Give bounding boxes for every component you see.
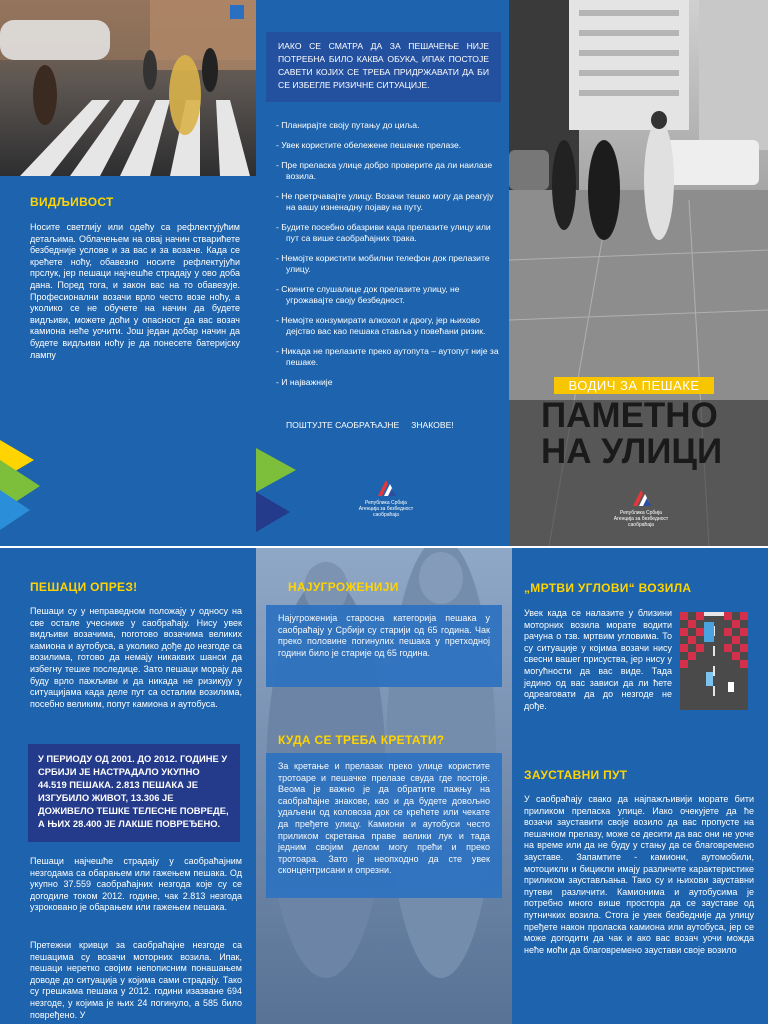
tip-item: - И најважније (276, 377, 333, 387)
most-endangered-box (266, 605, 502, 687)
tip-item: - Немојте конзумирати алкохол и дрогу, јер њихово дејство вас као пешака ставља у повећани ризик. (276, 315, 486, 336)
cover-title-line-2: НА УЛИЦИ (541, 432, 723, 471)
blind-spot-diagram (680, 612, 748, 710)
tip-item: - Увек користите обележене пешачке прелазе. (276, 140, 462, 150)
where-to-move-box (266, 753, 502, 898)
where-to-move-heading: КУДА СЕ ТРЕБА КРЕТАТИ? (278, 733, 445, 747)
cover-title-line-1: ПАМЕТНО (541, 396, 718, 435)
stopping-distance-heading: ЗАУСТАВНИ ПУТ (524, 768, 628, 782)
logo-line-1: Република Србија (365, 500, 407, 506)
tip-item: - Скините слушалице док прелазите улицу, не угрожавајте своју безбедност. (276, 284, 460, 305)
stopping-distance-text: У саобраћају свако да најпажљивији морате бити приликом преласка улице. Иако очекујете да ће возачи зауставити своје возило да вас пропусте на пешачком прелазу, може се десити да вас они не уоче на време или да не буду у стању да се благовремено зауставе. Запамтите - камиони, аутомобили, мотоцикли и бицикли имају различите карактеристике приликом заустављања. Тако су и њихови зауставни путеви различити. Камионима и аутобусима је потребно много више простора да се зауставе од путничких возила. Стога је увек безбедније да улицу пређете након проласка камиона или аутобуса, јер се може догодити да чак и ако вас возач уочи можда неће моћи да благовремено заустави своје возило (524, 794, 754, 955)
most-endangered-text: Најугроженија старосна категорија пешака у саобраћају у Србији су старији од 65 година. Чак преко половине погинулих пешака у претходној години било је старије од 65 година. (278, 613, 490, 658)
panel-blind-spots (512, 548, 768, 1024)
final-slogan: ПОШТУЈТЕ САОБРАЋАЈНЕ ЗНАКОВЕ! (286, 420, 454, 430)
agency-logo (601, 488, 681, 528)
tip-item: - Планирајте своју путању до циља. (276, 120, 420, 130)
caution-heading: ПЕШАЦИ ОПРЕЗ! (30, 580, 138, 594)
logo-line-2: Агенција за безбедност саобраћаја (358, 506, 414, 518)
panel-cover (509, 0, 768, 546)
logo-line-1: Република Србија (620, 510, 662, 516)
blind-spots-heading: „МРТВИ УГЛОВИ“ ВОЗИЛА (524, 581, 692, 595)
where-to-move-text: За кретање и прелазак преко улице користите тротоаре и пешачке прелазе свуда где постоје. Веома је важно је да обратите пажњу на саобраћајне знакове, као и да будете довољно удаљени од коловоза док се крећете или чекате да пређете улицу. Камиони и аутобуси често приликом скретања праве велики лук и тада једним својим делом могу прећи и преко тротоара. Зато је неопходно да сте увек сконцентрисани и опрезни. (278, 761, 490, 876)
logo-line-2: Агенција за безбедност саобраћаја (613, 516, 669, 528)
tip-item: - Никада не прелазите преко аутопута – аутопут није за пешаке. (276, 346, 499, 367)
agency-logo-icon (629, 488, 653, 508)
panel-visibility (0, 0, 256, 546)
agency-logo (346, 478, 426, 518)
panel-most-endangered (256, 548, 512, 1024)
street-crossing-photo (0, 0, 256, 176)
tips-list (276, 120, 501, 388)
statistics-box (28, 744, 240, 842)
most-endangered-heading: НАЈУГРОЖЕНИЈИ (288, 580, 399, 594)
panel-pedestrians-caution (0, 548, 256, 1024)
cover-title (541, 398, 722, 470)
caution-text: Пешаци су у неправедном положају у односу на све остале учеснике у саобраћају. Нису увек видљиви возачима, поготово возачима великих камиона и аутобуса, а уколико дође до незгоде са возилима, готово да немају никаквих шанси да избегну тешке последице. Зато пешаци морају да буду врло пажљиви и да никада не ризикују у ситуацијама када деле пут са осталим возилима, посебно великим, попут камиона и аутобуса. (30, 606, 242, 709)
side-triangles-decoration (256, 440, 302, 546)
panel-tips (256, 0, 509, 546)
agency-logo-icon (374, 478, 398, 498)
corner-triangles-decoration (0, 430, 60, 546)
culprits-text: Претежни кривци за саобраћајне незгоде са пешацима су возачи моторних возила. Ипак, пешаци неретко својим непописним понашањем доводе до ситуација у којима сами страдају. Тако су грешкама пешака у 2012. години изазване 694 незгоде, у којима је њих 24 погинуло, а 585 било повређено. У (30, 940, 242, 1020)
tip-item: - Пре преласка улице добро проверите да ли наилазе возила. (276, 160, 493, 181)
accidents-text: Пешаци најчешће страдају у саобраћајним незгодама са обарањем или гажењем пешака. Од укупно 37.559 саобраћајних незгода које су се догодиле током 2012. године, чак 2.813 незгода узроковано је обарањем или гажењем пешака. (30, 856, 242, 913)
tip-item: - Будите посебно обазриви када прелазите улицу или пут са више саобраћајних трака. (276, 222, 491, 243)
intro-text: ИАКО СЕ СМАТРА ДА ЗА ПЕШАЧЕЊЕ НИЈЕ ПОТРЕБНА БИЛО КАКВА ОБУКА, ИПАК ПОСТОЈЕ САВЕТИ КОЈИХ СЕ ТРЕБА ПРИДРЖАВАТИ ДА БИ СЕ ИЗБЕГЛЕ РИЗИЧНЕ СИТУАЦИЈЕ. (278, 41, 489, 90)
statistics-text: У ПЕРИОДУ ОД 2001. ДО 2012. ГОДИНЕ У СРБИЈИ ЈЕ НАСТРАДАЛО УКУПНО 44.519 ПЕШАКА. 2.813 ПЕШАКА ЈЕ ИЗГУБИЛО ЖИВОТ, 13.306 ЈЕ ДОЖИВЕЛО ТЕШКЕ ТЕЛЕСНЕ ПОВРЕДЕ, А ЊИХ 28.400 ЈЕ ЛАКШЕ ПОВРЕЂЕНО. (38, 753, 229, 829)
intro-box (266, 32, 501, 102)
visibility-text: Носите светлију или одећу са рефлектујућим детаљима. Облачењем на овај начин стварићете безбедније услове и за вас и за возаче. Када се крећете ноћу, обавезно носите рефлектујући прслук, јер пешаци најчешће страдају у ово доба дана. Поред тога, и закон вас на то обавезује. Професионални возачи врло често возе ноћу, а уколико се не обучете на начин да будете видљиви, можете доћи у опасност да вас возач камиона неће уочити. Још један добар начин да будете видљиви ноћу је да понесете батеријску лампу (30, 222, 240, 360)
tip-item: - Не претрчавајте улицу. Возачи тешко могу да реагују на вашу изненадну појаву на путу. (276, 191, 494, 212)
tip-item: - Немојте користити мобилни телефон док прелазите улицу. (276, 253, 490, 274)
blind-spots-text: Увек када се налазите у близини моторних возила морате водити рачуна о тзв. мртвим угловима. То су ситуације у којима возачи нису свесни вашег присуства, јер нису у могућности да вас виде. Тада једино од вас зависи да ли ћете одреаговати да до незгоде не дође. (524, 608, 672, 711)
visibility-heading: ВИДЉИВОСТ (30, 195, 114, 209)
guide-banner: ВОДИЧ ЗА ПЕШАКЕ (554, 377, 714, 394)
